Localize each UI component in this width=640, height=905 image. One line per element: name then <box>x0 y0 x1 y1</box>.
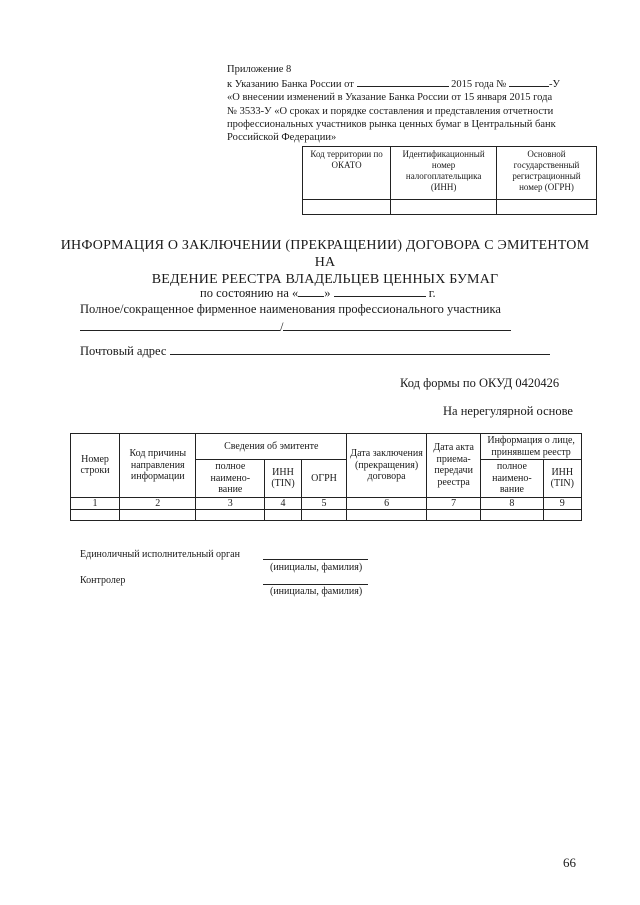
col-number-7: 7 <box>427 497 481 509</box>
participant-name-line <box>80 320 511 335</box>
executive-caption: (инициалы, фамилия) <box>270 562 363 573</box>
month-year-blank[interactable] <box>334 286 426 297</box>
sub-issuer-inn: ИНН (TIN) <box>265 460 302 498</box>
appendix-line-4: № 3533-У «О сроках и порядке составления и представления отчетности <box>227 105 554 117</box>
number-blank[interactable] <box>509 76 549 87</box>
main-header-row-1 <box>71 434 582 460</box>
col-number-2: 2 <box>120 497 196 509</box>
controller-label: Контролер <box>80 575 126 586</box>
appendix-reference-line <box>227 76 597 91</box>
group-recipient-info: Информация о лице, принявшем реестр <box>481 434 582 460</box>
inn-cell[interactable] <box>391 200 497 215</box>
group-issuer-info: Сведения об эмитенте <box>196 434 347 460</box>
codes-header-row <box>303 147 597 200</box>
col-number-4: 4 <box>265 497 302 509</box>
codes-value-row <box>303 200 597 215</box>
appendix-ref-mid: 2015 года № <box>451 79 507 91</box>
as-of-suffix: г. <box>428 286 436 300</box>
table-row <box>71 509 582 520</box>
appendix-header <box>227 63 597 144</box>
page-number: 66 <box>563 855 576 870</box>
table-cell[interactable] <box>427 509 481 520</box>
col-number-5: 5 <box>301 497 346 509</box>
col-number-3: 3 <box>196 497 265 509</box>
day-blank[interactable] <box>298 286 324 297</box>
table-cell[interactable] <box>347 509 427 520</box>
table-cell[interactable] <box>120 509 196 520</box>
col-number-8: 8 <box>481 497 543 509</box>
reporting-frequency: На нерегулярной основе <box>443 404 573 418</box>
as-of-mid: » <box>324 286 331 300</box>
col-number-1: 1 <box>71 497 120 509</box>
title-line-1: ИНФОРМАЦИЯ О ЗАКЛЮЧЕНИИ (ПРЕКРАЩЕНИИ) ДОГОВОРА С ЭМИТЕНТОМ НА <box>60 238 590 270</box>
short-name-blank[interactable] <box>283 320 511 331</box>
sub-issuer-full-name: полное наимено-вание <box>196 460 265 498</box>
main-data-table <box>70 433 582 521</box>
col-reason-code: Код причины направления информации <box>120 434 196 498</box>
as-of-date <box>200 286 436 301</box>
as-of-prefix: по состоянию на « <box>200 286 299 300</box>
postal-address-label: Почтовый адрес <box>80 344 167 358</box>
table-cell[interactable] <box>301 509 346 520</box>
appendix-ref-prefix: к Указанию Банка России от <box>227 79 354 91</box>
full-name-blank[interactable] <box>80 320 280 331</box>
controller-caption: (инициалы, фамилия) <box>270 586 363 597</box>
sub-recipient-inn: ИНН (TIN) <box>543 460 581 498</box>
executive-signature-line[interactable] <box>263 559 368 560</box>
form-title <box>60 237 590 288</box>
postal-address-row <box>80 344 550 359</box>
inn-header: Идентификационный номер налогоплательщика (ИНН) <box>391 147 497 200</box>
table-cell[interactable] <box>265 509 302 520</box>
controller-signature-line[interactable] <box>263 584 368 585</box>
appendix-line-5: профессиональных участников рынка ценных бумаг в Центральный банк <box>227 118 556 130</box>
date-blank[interactable] <box>357 76 449 87</box>
okud-code: Код формы по ОКУД 0420426 <box>400 376 560 390</box>
appendix-title: Приложение 8 <box>227 64 292 75</box>
okato-header: Код территории по ОКАТО <box>303 147 391 200</box>
ogrn-header: Основной государственный регистрационный номер (ОГРН) <box>497 147 597 200</box>
appendix-line-6: Российской Федерации» <box>227 132 337 144</box>
name-separator: / <box>280 320 284 334</box>
sub-issuer-ogrn: ОГРН <box>301 460 346 498</box>
okato-cell[interactable] <box>303 200 391 215</box>
codes-table <box>302 146 597 215</box>
table-cell[interactable] <box>71 509 120 520</box>
col-number-6: 6 <box>347 497 427 509</box>
column-number-row <box>71 497 582 509</box>
col-act-date: Дата акта приема-передачи реестра <box>427 434 481 498</box>
executive-label: Единоличный исполнительный орган <box>80 549 240 560</box>
ogrn-cell[interactable] <box>497 200 597 215</box>
col-row-number: Номер строки <box>71 434 120 498</box>
table-cell[interactable] <box>196 509 265 520</box>
table-cell[interactable] <box>481 509 543 520</box>
participant-name-label: Полное/сокращенное фирменное наименования профессионального участника <box>80 302 501 316</box>
col-number-9: 9 <box>543 497 581 509</box>
appendix-line-3: «О внесении изменений в Указание Банка России от 15 января 2015 года <box>227 92 553 104</box>
postal-address-blank[interactable] <box>170 344 550 355</box>
table-cell[interactable] <box>543 509 581 520</box>
sub-recipient-full-name: полное наимено-вание <box>481 460 543 498</box>
title-line-2: ВЕДЕНИЕ РЕЕСТРА ВЛАДЕЛЬЦЕВ ЦЕННЫХ БУМАГ <box>151 272 499 287</box>
col-contract-date: Дата заключения (прекращения) договора <box>347 434 427 498</box>
appendix-ref-suffix: -У <box>549 79 560 91</box>
